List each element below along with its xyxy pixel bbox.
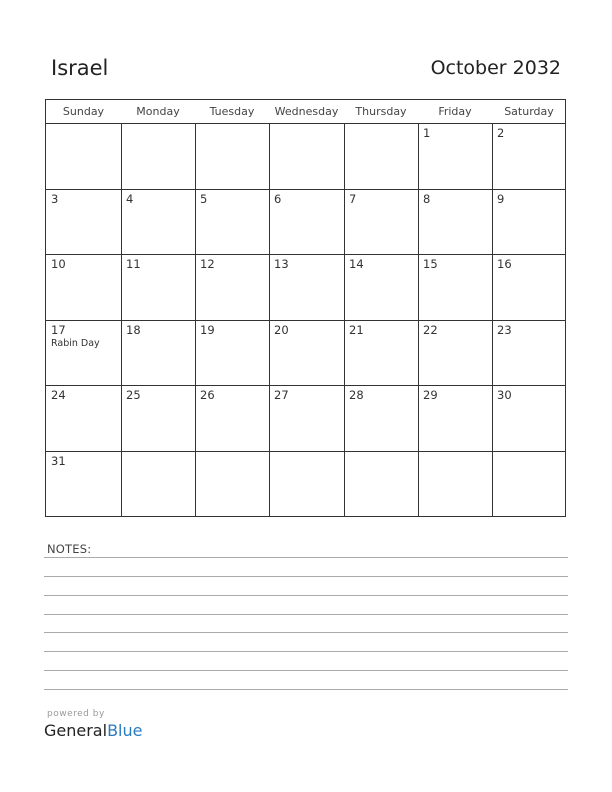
day-number: 17 [51,322,66,337]
holiday-label: Rabin Day [51,337,100,349]
day-number: 10 [51,257,66,272]
notes-line [44,651,568,652]
day-number: 14 [349,257,364,272]
day-number: 7 [349,191,357,206]
day-number: 2 [497,126,505,140]
day-number: 6 [274,191,282,206]
day-number: 29 [423,388,438,403]
brand-logo [44,721,142,740]
day-number: 18 [126,322,141,337]
day-number: 19 [200,322,215,337]
day-number: 27 [274,388,289,403]
row-divider [46,320,565,321]
day-number: 24 [51,388,66,403]
day-number: 26 [200,388,215,403]
day-number: 23 [497,322,512,337]
day-number: 8 [423,191,431,206]
day-number: 3 [51,191,59,206]
day-number: 1 [423,126,431,140]
notes-line [44,576,568,577]
day-number: 30 [497,388,512,403]
row-divider [46,254,565,255]
month-year-title: October 2032 [430,57,561,79]
calendar-grid [45,99,566,517]
day-number: 28 [349,388,364,403]
row-divider [46,451,565,452]
day-number: 5 [200,191,208,206]
day-number: 11 [126,257,141,272]
notes-line [44,614,568,615]
day-number: 4 [126,191,134,206]
notes-line [44,557,568,558]
day-number: 9 [497,191,505,206]
day-number: 31 [51,454,66,468]
brand-blue: Blue [107,721,143,740]
row-divider [46,189,565,190]
day-number: 21 [349,322,364,337]
weekday-tuesday: Tuesday [209,105,255,118]
notes-label: NOTES: [47,542,92,556]
brand-general: General [44,721,108,740]
notes-line [44,689,568,690]
day-number: 25 [126,388,141,403]
weekday-wednesday: Wednesday [274,105,339,118]
day-number: 20 [274,322,289,337]
weekday-saturday: Saturday [504,105,554,118]
notes-line [44,632,568,633]
weekday-sunday: Sunday [62,105,105,118]
weekday-header-row [46,100,565,124]
day-number: 16 [497,257,512,272]
day-number: 22 [423,322,438,337]
day-number: 15 [423,257,438,272]
day-number: 13 [274,257,289,272]
row-divider [46,385,565,386]
country-title: Israel [51,56,109,80]
powered-by-text: powered by [47,709,105,719]
weekday-monday: Monday [136,105,180,118]
notes-line [44,670,568,671]
weekday-friday: Friday [438,105,472,118]
day-number: 12 [200,257,215,272]
notes-line [44,595,568,596]
weekday-thursday: Thursday [355,105,407,118]
